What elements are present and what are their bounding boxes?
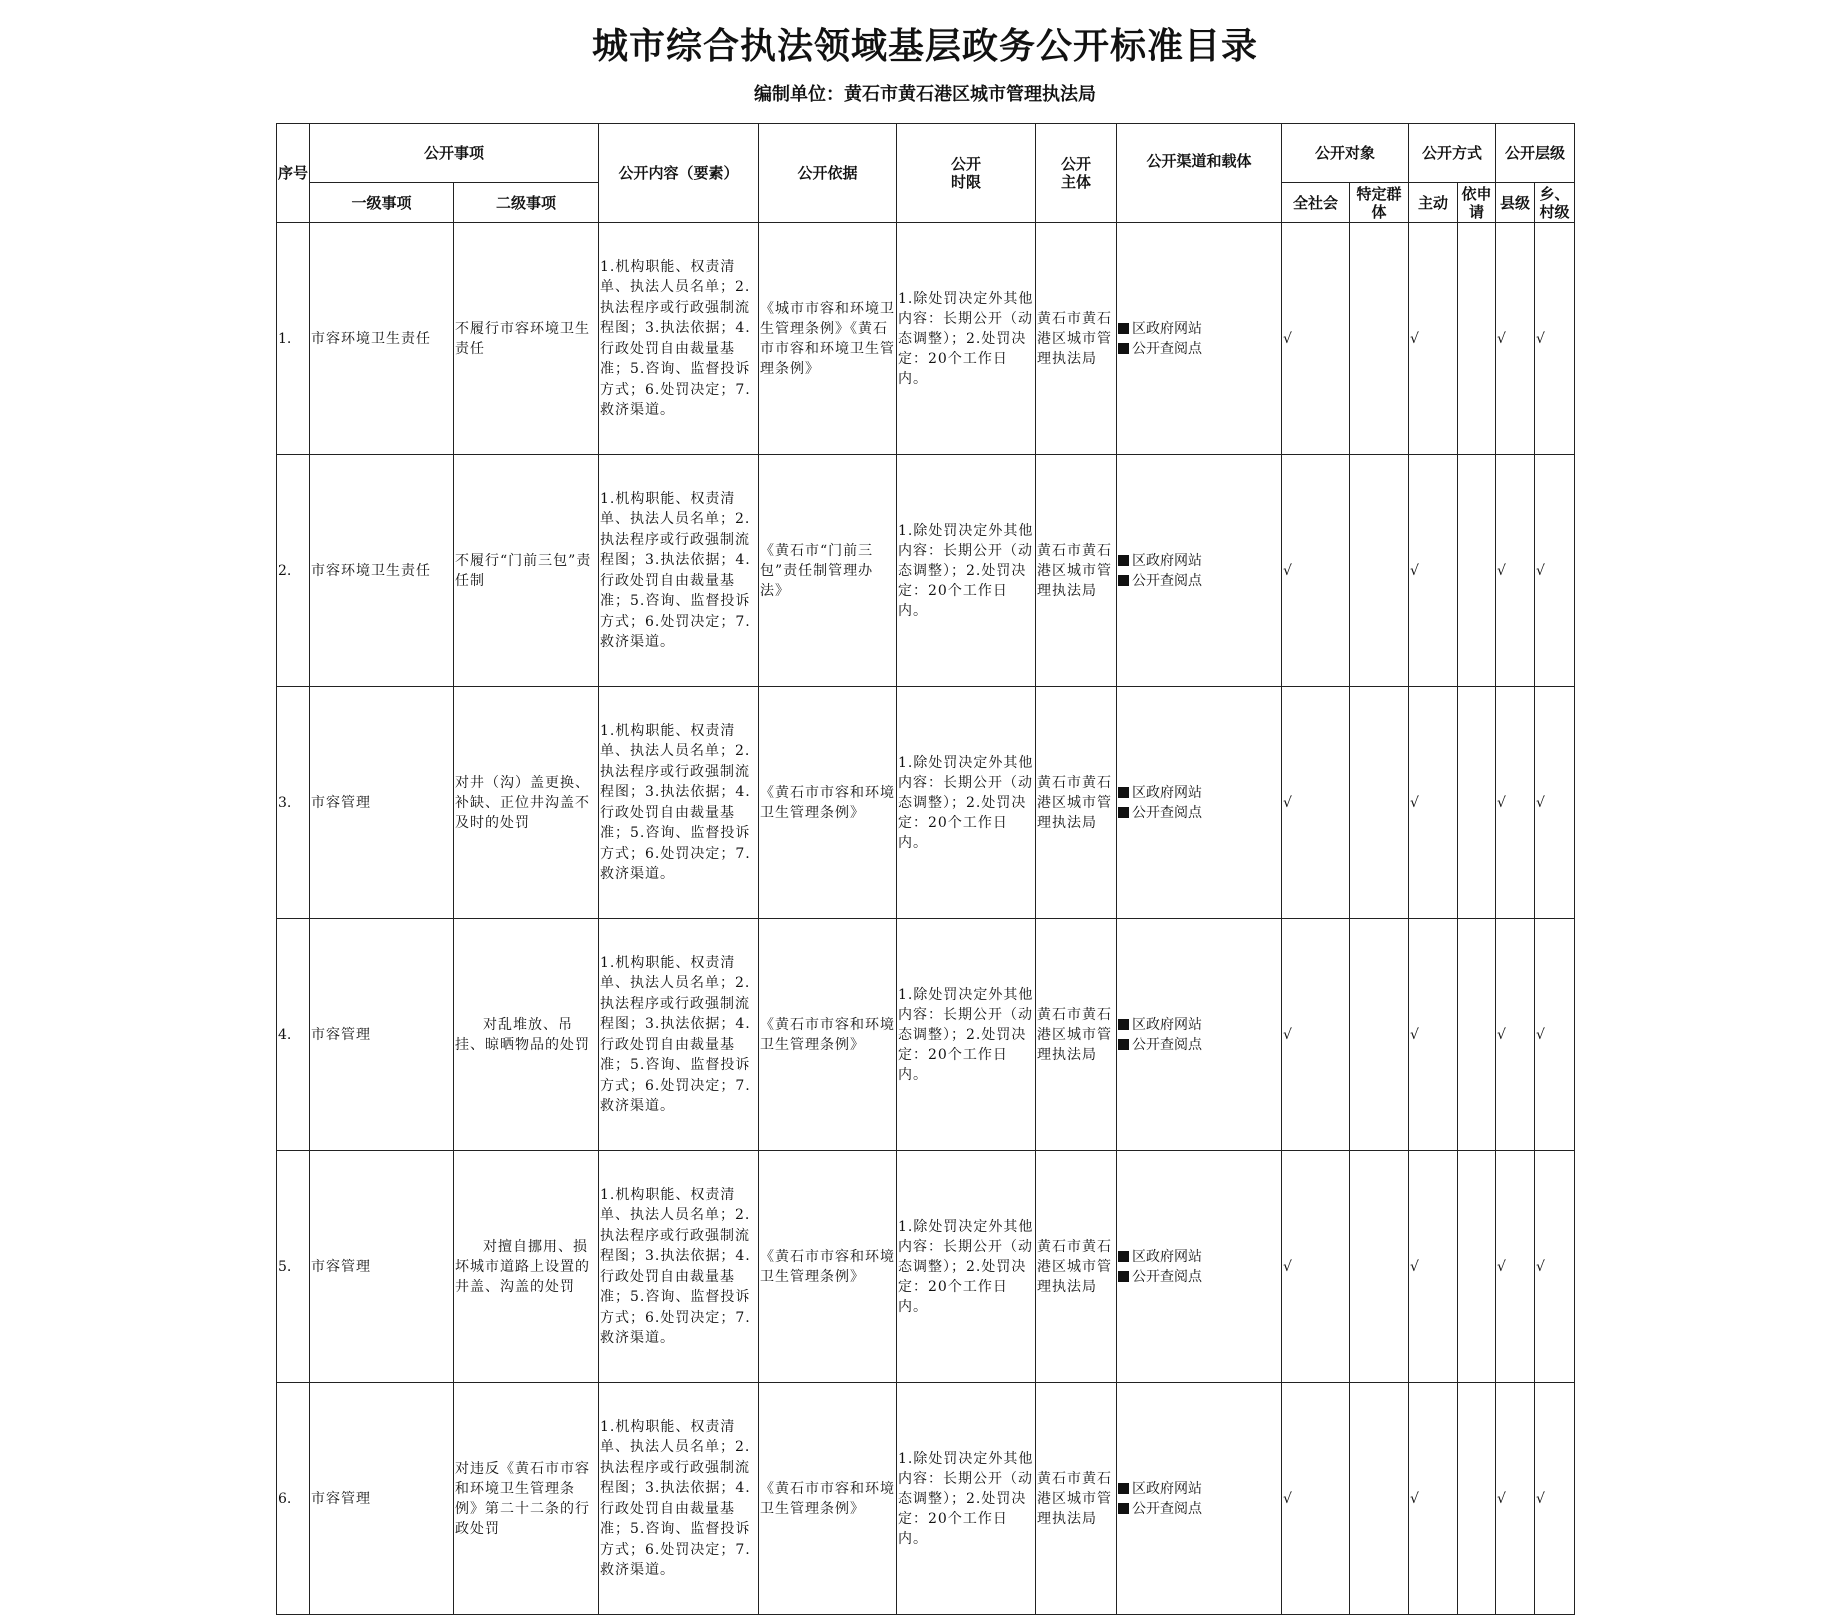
- header-seq: 序号: [277, 124, 310, 223]
- row-content: 1.机构职能、权责清单、执法人员名单；2.执法程序或行政强制流程图；3.执法依据；4.行政处罚自由裁量基准；5.咨询、监督投诉方式；6.处罚决定；7.救济渠道。: [599, 919, 759, 1151]
- row-channel: [1117, 919, 1282, 1151]
- row-channel: [1117, 687, 1282, 919]
- row-level2: 对违反《黄石市市容和环境卫生管理条例》第二十二条的行政处罚: [454, 1383, 599, 1615]
- header-row-top: [277, 124, 1575, 183]
- row-subject: 黄石市黄石港区城市管理执法局: [1036, 455, 1117, 687]
- row-target-specific: [1350, 223, 1409, 455]
- header-level1: 一级事项: [310, 183, 454, 223]
- header-target-group: 公开对象: [1282, 124, 1409, 183]
- channel-website: [1118, 1015, 1280, 1035]
- row-level1: 市容环境卫生责任: [310, 455, 454, 687]
- header-method-active: 主动: [1409, 183, 1458, 223]
- channel-website: [1118, 1479, 1280, 1499]
- table-row: [277, 455, 1575, 687]
- channel-website: [1118, 783, 1280, 803]
- black-square-icon: [1118, 1019, 1129, 1030]
- row-level-county: √: [1496, 1151, 1535, 1383]
- row-target-all: √: [1282, 1151, 1350, 1383]
- row-content: 1.机构职能、权责清单、执法人员名单；2.执法程序或行政强制流程图；3.执法依据；4.行政处罚自由裁量基准；5.咨询、监督投诉方式；6.处罚决定；7.救济渠道。: [599, 455, 759, 687]
- black-square-icon: [1118, 1503, 1129, 1514]
- row-method-active: √: [1409, 223, 1458, 455]
- header-method-apply: 依申请: [1458, 183, 1496, 223]
- row-method-active: √: [1409, 687, 1458, 919]
- row-target-specific: [1350, 455, 1409, 687]
- header-level2: 二级事项: [454, 183, 599, 223]
- row-level2: 不履行“门前三包”责任制: [454, 455, 599, 687]
- row-subject: 黄石市黄石港区城市管理执法局: [1036, 687, 1117, 919]
- black-square-icon: [1118, 555, 1129, 566]
- row-method-active: √: [1409, 1151, 1458, 1383]
- catalog-table: [276, 123, 1575, 1615]
- channel-reading-point: [1118, 1499, 1280, 1519]
- header-subject: 公开 主体: [1036, 124, 1117, 223]
- row-method-apply: [1458, 919, 1496, 1151]
- row-method-apply: [1458, 455, 1496, 687]
- row-level2: 对乱堆放、吊挂、晾晒物品的处罚: [454, 919, 599, 1151]
- table-row: [277, 919, 1575, 1151]
- black-square-icon: [1118, 343, 1129, 354]
- table-row: [277, 687, 1575, 919]
- black-square-icon: [1118, 787, 1129, 798]
- row-target-specific: [1350, 919, 1409, 1151]
- black-square-icon: [1118, 1271, 1129, 1282]
- row-method-active: √: [1409, 455, 1458, 687]
- channel-reading-point: [1118, 1267, 1280, 1287]
- channel-website-label: 区政府网站: [1132, 552, 1203, 569]
- row-time-limit: 1.除处罚决定外其他内容：长期公开（动态调整）；2.处罚决定：20个工作日内。: [897, 455, 1036, 687]
- header-time-limit: 公开 时限: [897, 124, 1036, 223]
- row-basis: 《黄石市“门前三包”责任制管理办法》: [759, 455, 897, 687]
- row-method-apply: [1458, 1383, 1496, 1615]
- row-target-all: √: [1282, 687, 1350, 919]
- row-level2: 对擅自挪用、损坏城市道路上设置的井盖、沟盖的处罚: [454, 1151, 599, 1383]
- row-level1: 市容管理: [310, 919, 454, 1151]
- row-level-township: √: [1535, 223, 1575, 455]
- header-channel: 公开渠道和载体: [1117, 124, 1282, 223]
- table-row: [277, 1151, 1575, 1383]
- header-level-township: 乡、村级: [1535, 183, 1575, 223]
- row-method-apply: [1458, 687, 1496, 919]
- row-channel: [1117, 1151, 1282, 1383]
- row-level2: 不履行市容环境卫生责任: [454, 223, 599, 455]
- row-target-all: √: [1282, 223, 1350, 455]
- row-time-limit: 1.除处罚决定外其他内容：长期公开（动态调整）；2.处罚决定：20个工作日内。: [897, 687, 1036, 919]
- row-seq: 6.: [277, 1383, 310, 1615]
- channel-reading-point-label: 公开查阅点: [1132, 1036, 1203, 1053]
- row-method-apply: [1458, 223, 1496, 455]
- channel-website: [1118, 551, 1280, 571]
- row-basis: 《黄石市市容和环境卫生管理条例》: [759, 1151, 897, 1383]
- row-level-county: √: [1496, 919, 1535, 1151]
- channel-reading-point-label: 公开查阅点: [1132, 340, 1203, 357]
- row-level-township: √: [1535, 919, 1575, 1151]
- channel-reading-point-label: 公开查阅点: [1132, 804, 1203, 821]
- row-content: 1.机构职能、权责清单、执法人员名单；2.执法程序或行政强制流程图；3.执法依据；4.行政处罚自由裁量基准；5.咨询、监督投诉方式；6.处罚决定；7.救济渠道。: [599, 223, 759, 455]
- row-target-all: √: [1282, 1383, 1350, 1615]
- channel-reading-point: [1118, 803, 1280, 823]
- row-basis: 《黄石市市容和环境卫生管理条例》: [759, 1383, 897, 1615]
- row-level-township: √: [1535, 1383, 1575, 1615]
- row-level1: 市容管理: [310, 1383, 454, 1615]
- black-square-icon: [1118, 1039, 1129, 1050]
- header-basis: 公开依据: [759, 124, 897, 223]
- row-level-township: √: [1535, 455, 1575, 687]
- row-content: 1.机构职能、权责清单、执法人员名单；2.执法程序或行政强制流程图；3.执法依据；4.行政处罚自由裁量基准；5.咨询、监督投诉方式；6.处罚决定；7.救济渠道。: [599, 687, 759, 919]
- row-level1: 市容环境卫生责任: [310, 223, 454, 455]
- row-seq: 5.: [277, 1151, 310, 1383]
- row-time-limit: 1.除处罚决定外其他内容：长期公开（动态调整）；2.处罚决定：20个工作日内。: [897, 223, 1036, 455]
- row-time-limit: 1.除处罚决定外其他内容：长期公开（动态调整）；2.处罚决定：20个工作日内。: [897, 1151, 1036, 1383]
- row-method-apply: [1458, 1151, 1496, 1383]
- channel-reading-point: [1118, 339, 1280, 359]
- black-square-icon: [1118, 1251, 1129, 1262]
- row-basis: 《黄石市市容和环境卫生管理条例》: [759, 919, 897, 1151]
- row-level-county: √: [1496, 455, 1535, 687]
- row-subject: 黄石市黄石港区城市管理执法局: [1036, 919, 1117, 1151]
- table-row: [277, 1383, 1575, 1615]
- row-subject: 黄石市黄石港区城市管理执法局: [1036, 1383, 1117, 1615]
- channel-reading-point: [1118, 571, 1280, 591]
- header-content: 公开内容（要素）: [599, 124, 759, 223]
- row-seq: 1.: [277, 223, 310, 455]
- header-item-group: 公开事项: [310, 124, 599, 183]
- channel-website-label: 区政府网站: [1132, 1248, 1203, 1265]
- row-method-active: √: [1409, 919, 1458, 1151]
- row-content: 1.机构职能、权责清单、执法人员名单；2.执法程序或行政强制流程图；3.执法依据；4.行政处罚自由裁量基准；5.咨询、监督投诉方式；6.处罚决定；7.救济渠道。: [599, 1151, 759, 1383]
- row-time-limit: 1.除处罚决定外其他内容：长期公开（动态调整）；2.处罚决定：20个工作日内。: [897, 919, 1036, 1151]
- header-method-group: 公开方式: [1409, 124, 1496, 183]
- row-seq: 2.: [277, 455, 310, 687]
- row-seq: 4.: [277, 919, 310, 1151]
- header-target-all: 全社会: [1282, 183, 1350, 223]
- row-channel: [1117, 1383, 1282, 1615]
- header-level-county: 县级: [1496, 183, 1535, 223]
- black-square-icon: [1118, 1483, 1129, 1494]
- channel-reading-point-label: 公开查阅点: [1132, 1268, 1203, 1285]
- channel-reading-point-label: 公开查阅点: [1132, 572, 1203, 589]
- row-level-township: √: [1535, 1151, 1575, 1383]
- row-channel: [1117, 455, 1282, 687]
- row-time-limit: 1.除处罚决定外其他内容：长期公开（动态调整）；2.处罚决定：20个工作日内。: [897, 1383, 1036, 1615]
- row-target-specific: [1350, 687, 1409, 919]
- channel-website-label: 区政府网站: [1132, 784, 1203, 801]
- row-channel: [1117, 223, 1282, 455]
- row-target-all: √: [1282, 919, 1350, 1151]
- row-level2: 对井（沟）盖更换、补缺、正位井沟盖不及时的处罚: [454, 687, 599, 919]
- row-level1: 市容管理: [310, 1151, 454, 1383]
- header-target-specific: 特定群体: [1350, 183, 1409, 223]
- black-square-icon: [1118, 575, 1129, 586]
- compiler-line: 编制单位：黄石市黄石港区城市管理执法局: [754, 84, 1096, 105]
- document-title: 城市综合执法领域基层政务公开标准目录: [591, 25, 1258, 67]
- row-level-county: √: [1496, 1383, 1535, 1615]
- row-level-township: √: [1535, 687, 1575, 919]
- row-target-all: √: [1282, 455, 1350, 687]
- row-method-active: √: [1409, 1383, 1458, 1615]
- channel-reading-point: [1118, 1035, 1280, 1055]
- row-basis: 《城市市容和环境卫生管理条例》《黄石市市容和环境卫生管理条例》: [759, 223, 897, 455]
- black-square-icon: [1118, 323, 1129, 334]
- channel-website-label: 区政府网站: [1132, 320, 1203, 337]
- channel-website: [1118, 319, 1280, 339]
- row-target-specific: [1350, 1151, 1409, 1383]
- row-target-specific: [1350, 1383, 1409, 1615]
- channel-website-label: 区政府网站: [1132, 1016, 1203, 1033]
- channel-reading-point-label: 公开查阅点: [1132, 1500, 1203, 1517]
- table-row: [277, 223, 1575, 455]
- row-content: 1.机构职能、权责清单、执法人员名单；2.执法程序或行政强制流程图；3.执法依据；4.行政处罚自由裁量基准；5.咨询、监督投诉方式；6.处罚决定；7.救济渠道。: [599, 1383, 759, 1615]
- black-square-icon: [1118, 807, 1129, 818]
- row-subject: 黄石市黄石港区城市管理执法局: [1036, 223, 1117, 455]
- row-level-county: √: [1496, 223, 1535, 455]
- row-basis: 《黄石市市容和环境卫生管理条例》: [759, 687, 897, 919]
- row-level-county: √: [1496, 687, 1535, 919]
- row-level1: 市容管理: [310, 687, 454, 919]
- channel-website-label: 区政府网站: [1132, 1480, 1203, 1497]
- header-level-group: 公开层级: [1496, 124, 1575, 183]
- row-seq: 3.: [277, 687, 310, 919]
- row-subject: 黄石市黄石港区城市管理执法局: [1036, 1151, 1117, 1383]
- channel-website: [1118, 1247, 1280, 1267]
